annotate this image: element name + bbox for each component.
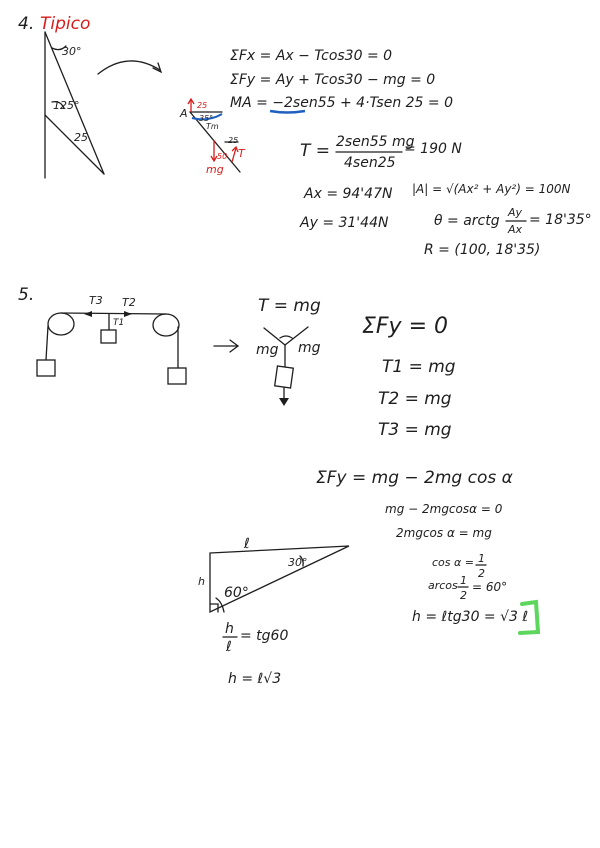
fbd-a-label: A	[180, 107, 188, 120]
r-result: R = (100, 18'35)	[424, 242, 541, 258]
fbd-w-label: Tm	[206, 122, 219, 131]
t3-equation: T3 = mg	[378, 420, 452, 440]
theta-numerator: Ay	[508, 206, 523, 219]
right-block	[168, 368, 186, 384]
fbd-block	[275, 366, 294, 388]
triangle-l-label: ℓ	[244, 536, 250, 552]
ax-value: Ax = 94'47N	[304, 186, 393, 202]
step-4-numerator: 1	[460, 574, 467, 587]
theta-lhs: θ = arctg	[434, 213, 500, 229]
angle-bot-label: 25	[74, 131, 88, 144]
fbd-angle-arc	[280, 336, 292, 338]
fbd-25a-label: 25	[197, 101, 208, 110]
problem-4-title: Tipico	[40, 14, 91, 34]
h-over-l-result: = tg60	[240, 628, 289, 644]
eq-moment-highlight: −2sen55	[272, 95, 336, 111]
top-rope	[61, 313, 166, 314]
fbd-35-label: 35°	[199, 114, 214, 123]
eq-sum-fy: ΣFy = Ay + Tcos30 − mg = 0	[230, 72, 436, 88]
fbd-mg-right: mg	[298, 340, 321, 356]
fbd-t-label: T	[238, 147, 245, 160]
problem-4-number: 4.	[18, 14, 35, 34]
t3-label: T3	[89, 294, 103, 307]
triangle-arc-60	[216, 598, 224, 612]
left-rope	[46, 326, 48, 360]
eq-moment-post: + 4·Tsen 25 = 0	[335, 95, 453, 111]
sum-fy-zero: ΣFy = 0	[362, 314, 448, 339]
t-lhs: T =	[300, 141, 331, 161]
t-result: = 190 N	[404, 141, 462, 157]
angle-mid-label: 125°	[53, 99, 80, 112]
fbd-mg-label: mg	[206, 163, 224, 176]
ay-value: Ay = 31'44N	[300, 215, 389, 231]
step-3-denominator: 2	[478, 567, 485, 580]
a-magnitude: |A| = √(Ax² + Ay²) = 100N	[412, 182, 571, 196]
left-pulley	[48, 313, 74, 335]
eq-sum-fx: ΣFx = Ax − Tcos30 = 0	[230, 48, 393, 64]
fbd-weight-arrow	[279, 398, 289, 406]
triangle-h-label: h	[198, 575, 205, 588]
fbd-mg-left: mg	[256, 342, 279, 358]
step-4-lhs: arcos	[428, 579, 458, 592]
t-numerator: 2sen55 mg	[336, 134, 415, 150]
step-2: 2mgcos α = mg	[396, 526, 492, 540]
step-5-answer: h = ℓtg30 = √3 ℓ	[412, 609, 529, 625]
step-4-denominator: 2	[460, 589, 467, 602]
right-pulley	[153, 314, 179, 336]
angle-top-label: 30°	[62, 45, 82, 58]
t1-equation: T1 = mg	[382, 357, 456, 377]
t1-label: T1	[113, 318, 125, 328]
fbd-50-label: 50	[217, 152, 228, 161]
t-equals-mg: T = mg	[258, 296, 321, 316]
step-4-result: = 60°	[472, 580, 508, 594]
problem-5-number: 5.	[18, 285, 35, 305]
t3-arrow	[84, 311, 92, 317]
triangle-60-label: 60°	[224, 585, 249, 601]
fbd-25b-label: 25	[228, 136, 239, 145]
theta-result: = 18'35°	[529, 212, 592, 228]
right-triangle	[210, 546, 349, 612]
h-over-l-numerator: h	[225, 621, 234, 637]
triangle-30-label: 30°	[288, 556, 308, 569]
eq-moment-pre: MA =	[230, 95, 273, 111]
t2-equation: T2 = mg	[378, 389, 452, 409]
step-1: mg − 2mgcosα = 0	[385, 502, 503, 516]
h-over-l-denominator: ℓ	[226, 639, 232, 655]
theta-denominator: Ax	[508, 223, 523, 236]
step-3-numerator: 1	[478, 552, 485, 565]
h-final-result: h = ℓ√3	[228, 671, 282, 687]
t2-label: T2	[122, 296, 136, 309]
step-3-lhs: cos α =	[432, 556, 474, 569]
middle-block	[101, 330, 116, 343]
sum-fy-expansion: ΣFy = mg − 2mg cos α	[316, 468, 513, 488]
t-denominator: 4sen25	[344, 155, 396, 171]
t2-arrow	[124, 311, 132, 317]
left-block	[37, 360, 55, 376]
